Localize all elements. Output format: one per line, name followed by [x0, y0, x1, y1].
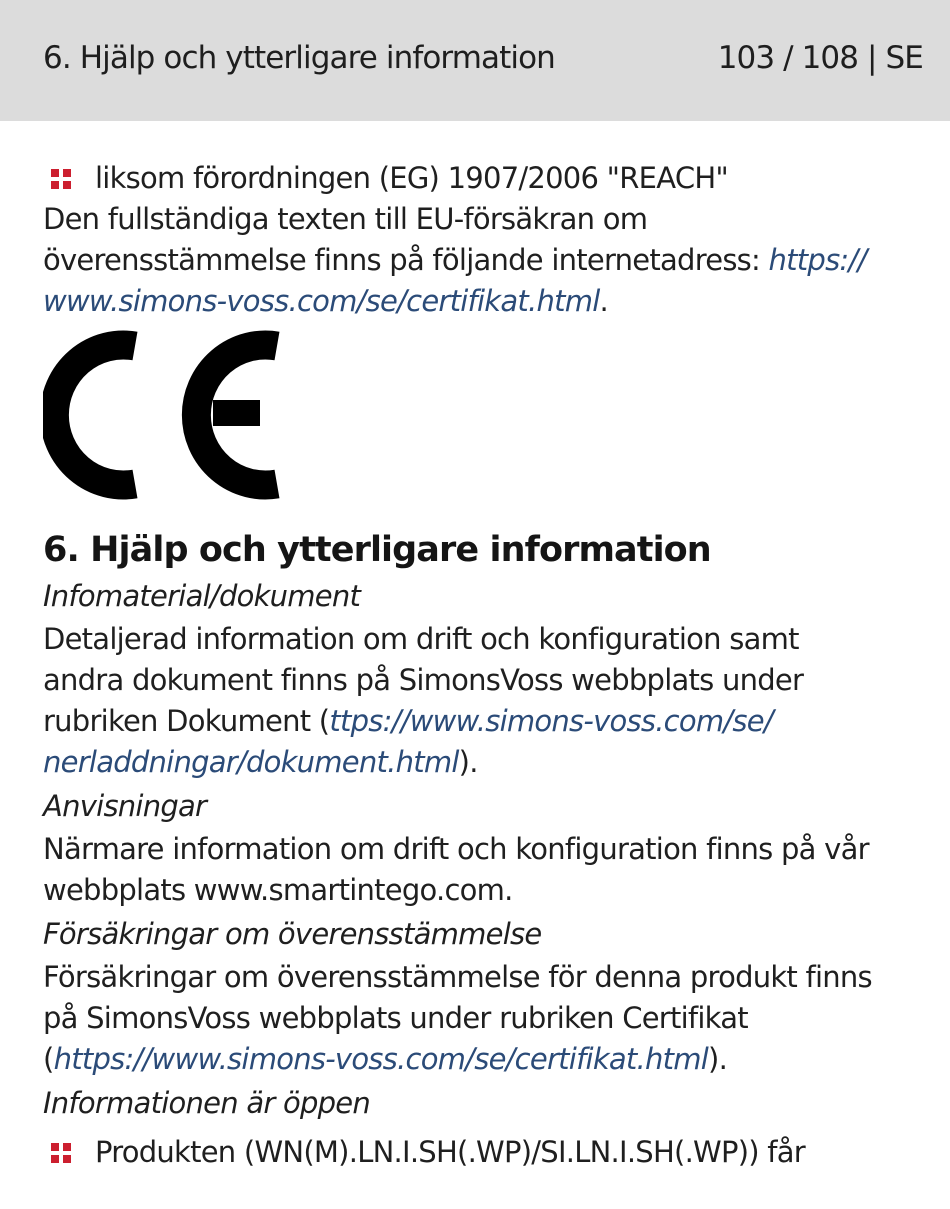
certificate-link-part-2[interactable]: www.simons-voss.com/se/certifikat.html [43, 284, 600, 318]
documents-link-part-2[interactable]: nerladdningar/dokument.html [43, 745, 459, 779]
infomaterial-line-2: andra dokument finns på SimonsVoss webbplats under [43, 663, 804, 697]
section-heading: 6. Hjälp och ytterligare information [43, 530, 711, 570]
forsakringar-open: ( [43, 1042, 54, 1076]
infomaterial-close: ). [458, 745, 478, 779]
document-body [43, 158, 933, 1173]
documents-link-part-1[interactable]: ttps://www.simons-voss.com/se/ [329, 704, 773, 738]
list-item [43, 158, 933, 199]
subheading-anvisningar: Anvisningar [43, 789, 207, 823]
eu-text-line-2 [43, 240, 933, 281]
forsakringar-line-1: Försäkringar om överensstämmelse för denna produkt finns [43, 960, 872, 994]
red-square-bullet-icon [51, 169, 71, 189]
red-square-bullet-icon [51, 1143, 71, 1163]
list-item [43, 1132, 933, 1173]
infomaterial-line-3 [43, 701, 933, 742]
anvisningar-line-2: webbplats www.smartintego.com. [43, 873, 513, 907]
paragraph-infomaterial [43, 619, 933, 783]
subheading-infomaterial: Infomaterial/dokument [43, 579, 361, 613]
ce-mark-logo [43, 330, 283, 500]
eu-text-line-3 [43, 281, 933, 322]
page-header [0, 0, 950, 121]
list-item-text: liksom förordningen (EG) 1907/2006 "REACH" [95, 161, 728, 195]
paragraph-anvisningar [43, 829, 933, 911]
forsakringar-line-2: på SimonsVoss webbplats under rubriken Certifikat [43, 1001, 748, 1035]
infomaterial-line-4 [43, 742, 933, 783]
header-title: 6. Hjälp och ytterligare information [43, 40, 555, 76]
subheading-informationen: Informationen är öppen [43, 1086, 371, 1120]
eu-text-line-1: Den fullständiga texten till EU-försäkran om [43, 202, 648, 236]
paragraph-forsakringar [43, 957, 933, 1080]
subheading-forsakringar: Försäkringar om överensstämmelse [43, 917, 542, 951]
certificate-link-part-1[interactable]: https:// [768, 243, 867, 277]
page-number: 103 / 108 | SE [717, 40, 923, 76]
infomaterial-line-1: Detaljerad information om drift och konfiguration samt [43, 622, 799, 656]
eu-text-line-2-text: överensstämmelse finns på följande internetadress: [43, 243, 769, 277]
certificate-link[interactable]: https://www.simons-voss.com/se/certifikat.html [53, 1042, 709, 1076]
forsakringar-line-3 [43, 1039, 933, 1080]
list-item-text: Produkten (WN(M).LN.I.SH(.WP)/SI.LN.I.SH(.WP)) får [95, 1135, 805, 1169]
forsakringar-close: ). [708, 1042, 728, 1076]
eu-text-period: . [599, 284, 608, 318]
infomaterial-line-3-text: rubriken Dokument ( [43, 704, 330, 738]
anvisningar-line-1: Närmare information om drift och konfiguration finns på vår [43, 832, 869, 866]
